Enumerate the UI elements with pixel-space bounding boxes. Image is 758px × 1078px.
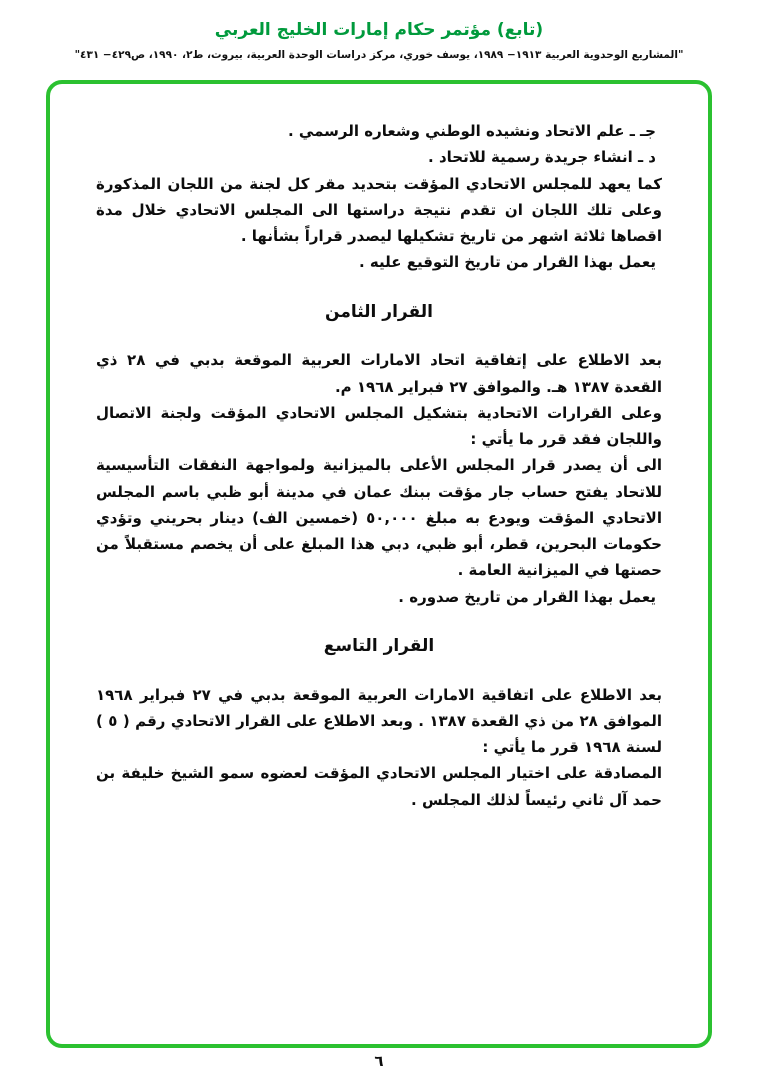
source-citation-line: "المشاريع الوحدوية العربية ١٩١٣− ١٩٨٩، يوسف خوري، مركز دراسات الوحدة العربية، بيروت، ط٢، ١٩٩٠، ص٤٢٩− ٤٣١"	[74, 49, 684, 61]
effective-date-line: يعمل بهذا القرار من تاريخ صدوره .	[398, 587, 656, 606]
paragraph: بعد الاطلاع على اتفاقية الامارات العربية الموقعة بدبي في ٢٧ فبراير ١٩٦٨ الموافق ٢٨ من ذي القعدة ١٣٨٧ . وبعد الاطلاع على القرار الاتحادي رقم ( ٥ ) لسنة ١٩٦٨ قرر ما يأتي :	[96, 685, 663, 756]
paragraph: بعد الاطلاع على إتفاقية اتحاد الامارات العربية الموقعة بدبي في ٢٨ ذي القعدة ١٣٨٧ هـ. والموافق ٢٧ فبراير ١٩٦٨ م.	[96, 351, 663, 396]
effective-date-line: يعمل بهذا القرار من تاريخ التوقيع عليه .	[358, 253, 656, 272]
paragraph: كما يعهد للمجلس الاتحادي المؤقت بتحديد مقر كل لجنة من اللجان المذكورة وعلى تلك اللجان ان تقدم نتيجة دراستها الى المجلس الاتحادي خلال مدة اقصاها ثلاثة اشهر من تاريخ تشكيلها ليصدر قراراً بشأنها .	[96, 174, 662, 245]
green-border-frame	[46, 80, 712, 1048]
clause-line: جـ ـ علم الاتحاد ونشيده الوطني وشعاره الرسمي .	[288, 122, 656, 140]
document-title: (تابع) مؤتمر حكام إمارات الخليج العربي	[214, 20, 544, 40]
document-body	[50, 84, 708, 813]
section-heading-decision-nine: القرار التاسع	[323, 635, 435, 656]
clause-line: د ـ انشاء جريدة رسمية للاتحاد .	[428, 148, 656, 167]
page-number: ٦	[374, 1052, 384, 1070]
page-header	[0, 0, 758, 61]
paragraph: المصادقة على اختيار المجلس الاتحادي المؤقت لعضوه سمو الشيخ خليفة بن حمد آل ثاني رئيساً لذلك المجلس .	[96, 764, 662, 809]
section-heading-decision-eight: القرار الثامن	[325, 301, 433, 322]
paragraph: الى أن يصدر قرار المجلس الأعلى بالميزانية ولمواجهة النفقات التأسيسية للاتحاد يفتح حساب جار مؤقت ببنك عمان في مدينة أبو ظبي باسم المجلس الاتحادي المؤقت ويودع به مبلغ ٥٠,٠٠٠ (خمسين الف) دينار بحريني وتؤدي حكومات البحرين، قطر، أبو ظبي، دبي هذا المبلغ على أن يخصم مستقبلاً من حصتها في الميزانية العامة .	[96, 456, 662, 580]
paragraph: وعلى القرارات الاتحادية بتشكيل المجلس الاتحادي المؤقت ولجنة الاتصال واللجان فقد قرر ما يأتي :	[96, 403, 662, 448]
